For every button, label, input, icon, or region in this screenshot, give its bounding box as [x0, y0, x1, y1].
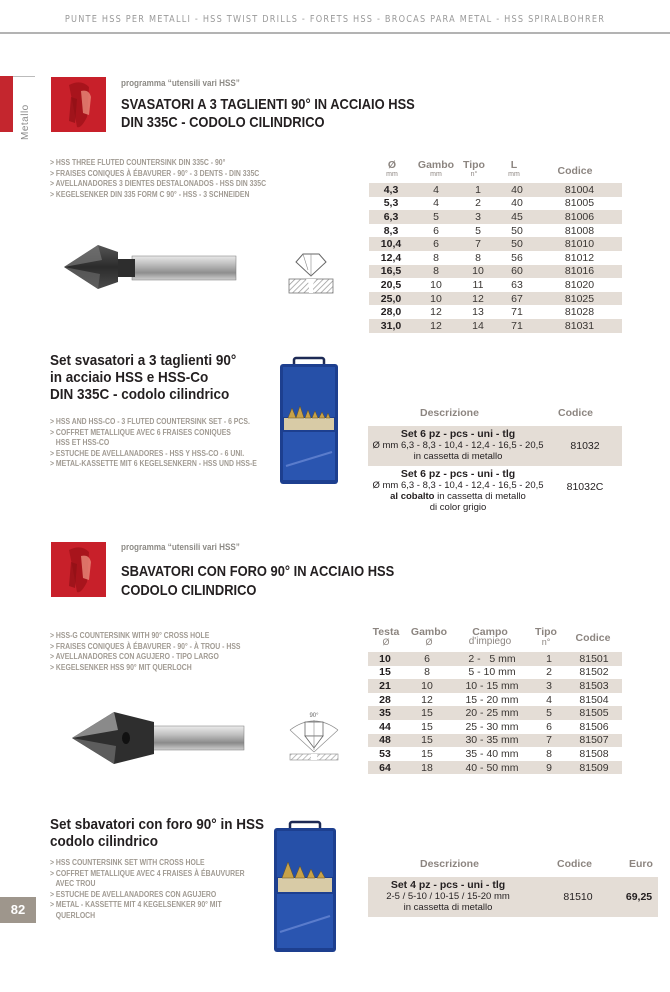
table-cell: 8	[424, 666, 430, 679]
table-row	[368, 720, 622, 734]
table-cell: 81005	[564, 197, 595, 210]
feature-item: > COFFRET METALLIQUE AVEC 4 FRAISES À ÉBAUVURER	[50, 868, 245, 878]
table-cell: 81020	[564, 278, 595, 291]
table-cell: 12	[413, 319, 459, 333]
set-code: 81032C	[566, 481, 604, 493]
table-cell: 44	[379, 720, 391, 733]
column-header: Codice	[557, 165, 593, 177]
feature-item: > METAL-KASSETTE MIT 6 KEGELSENKERN - HSS UND HSS-E	[50, 459, 257, 468]
table-cell: 8	[433, 251, 439, 264]
table-cell: 2 - 5 mm	[452, 652, 532, 666]
table-cell: 3	[532, 679, 566, 693]
table-cell: 81025	[537, 292, 622, 306]
brand-logo	[51, 77, 106, 132]
table-cell: 10	[402, 679, 452, 693]
feature-item: > FRAISES CONIQUES À ÉBAVURER - 90° - 3 DENTS - DIN 335C	[50, 168, 260, 178]
side-tab-rule	[13, 76, 35, 77]
table-cell: 10	[413, 292, 459, 306]
table-cell: 10	[430, 278, 442, 291]
feature-list	[50, 631, 241, 673]
countersink-diagram	[286, 248, 336, 296]
table-cell: 20 - 25 mm	[452, 706, 532, 720]
feature-list	[50, 858, 245, 921]
table-row	[369, 224, 622, 238]
table-cell: 15	[421, 720, 433, 733]
set-title: Set sbavatori con foro 90° in HSS	[50, 816, 264, 833]
table-row	[369, 278, 622, 292]
program-label: programma “utensili vari HSS”	[121, 542, 240, 552]
table-cell: 28,0	[380, 306, 402, 319]
deburring-spec-table	[368, 652, 622, 774]
table-row	[369, 305, 622, 319]
table-row	[368, 652, 622, 666]
table-row	[369, 210, 622, 224]
side-tab-label: Metallo	[20, 104, 31, 140]
table-cell: 4	[546, 693, 552, 706]
column-header: Tipo n°	[463, 159, 485, 178]
table-cell: 81501	[566, 652, 622, 666]
table-cell: 6	[546, 720, 552, 733]
table-cell: 13	[472, 306, 484, 319]
countersink-photo	[60, 240, 240, 292]
table-row	[368, 706, 622, 720]
countersink-set-case-photo	[278, 356, 340, 486]
table-cell: 6,3	[369, 210, 413, 224]
table-cell: 8,3	[383, 224, 399, 237]
set-row	[368, 468, 622, 518]
feature-list	[50, 158, 266, 200]
table-cell: 81508	[579, 747, 609, 760]
table-row	[369, 237, 622, 251]
table-row	[369, 319, 622, 333]
table-cell: 8	[413, 265, 459, 279]
table-cell: 7	[459, 237, 497, 251]
table-cell: 40	[497, 183, 537, 197]
feature-item: > HSS COUNTERSINK SET WITH CROSS HOLE	[50, 858, 205, 867]
table-row	[369, 197, 622, 211]
table-cell: 8	[475, 251, 481, 264]
table-cell: 5 - 10 mm	[468, 666, 516, 679]
table-cell: 20,5	[380, 278, 402, 291]
table-cell: 10	[368, 652, 402, 666]
table-row	[368, 747, 622, 761]
side-tab-marker	[0, 76, 13, 132]
table-row	[368, 679, 622, 693]
table-cell: 4	[433, 197, 439, 210]
feature-item: > METAL - KASSETTE MIT 4 KEGELSENKER 90° MIT	[50, 900, 222, 909]
set-title: Set svasatori a 3 taglienti 90°	[50, 352, 237, 369]
feature-item: HSS ET HSS-CO	[50, 438, 110, 447]
section-title-line2: DIN 335C - CODOLO CILINDRICO	[121, 114, 325, 131]
table-cell: 81028	[564, 306, 595, 319]
table-cell: 50	[511, 224, 523, 237]
table-cell: 67	[497, 292, 537, 306]
table-cell: 50	[497, 237, 537, 251]
set-price: 69,25	[625, 891, 653, 903]
table-row	[368, 761, 622, 775]
table-cell: 1	[532, 652, 566, 666]
table-cell: 71	[511, 306, 523, 319]
table-cell: 64	[368, 761, 402, 775]
set-title-line2: in acciaio HSS e HSS-Co	[50, 369, 209, 386]
table-cell: 71	[497, 319, 537, 333]
table-cell: 40	[511, 197, 523, 210]
table-cell: 18	[402, 761, 452, 775]
table-cell: 2	[475, 197, 481, 210]
header-rule	[0, 32, 670, 34]
set-code: 81032	[570, 440, 600, 452]
table-cell: 10 - 15 mm	[452, 679, 532, 693]
table-cell: 15	[402, 734, 452, 748]
section-title: SBAVATORI CON FORO 90° IN ACCIAIO HSS	[121, 563, 395, 580]
countersink-spec-table	[369, 183, 622, 333]
table-cell: 10,4	[369, 237, 413, 251]
table-cell: 81031	[537, 319, 622, 333]
program-label: programma “utensili vari HSS”	[121, 78, 240, 88]
table-cell: 48	[368, 734, 402, 748]
set-row	[368, 877, 658, 917]
table-cell: 63	[511, 278, 523, 291]
column-header: Testa Ø	[372, 626, 400, 647]
feature-item: > KEGELSENKER HSS 90° MIT QUERLOCH	[50, 662, 192, 672]
feature-item: > HSS THREE FLUTED COUNTERSINK DIN 335C - 90°	[50, 158, 226, 167]
table-row	[369, 265, 622, 279]
deburring-diagram	[286, 708, 342, 764]
feature-item: > ESTUCHE DE AVELLANADORES - HSS Y HSS-CO - 6 UNI.	[50, 448, 245, 458]
column-header-codice: Codice	[558, 407, 594, 419]
feature-item: AVEC TROU	[50, 879, 96, 888]
feature-list	[50, 417, 257, 470]
table-cell: 12	[421, 693, 433, 706]
feature-item: > ESTUCHE DE AVELLANADORES CON AGUJERO	[50, 889, 217, 899]
table-cell: 81502	[579, 666, 609, 679]
running-head: PUNTE HSS PER METALLI - HSS TWIST DRILLS - FORETS HSS - BROCAS PARA METAL - HSS SPIRALBOHRER	[64, 14, 606, 25]
table-cell: 16,5	[369, 265, 413, 279]
table-cell: 81509	[566, 761, 622, 775]
section-title: SVASATORI A 3 TAGLIENTI 90° IN ACCIAIO HSS	[121, 96, 415, 113]
table-cell: 15	[379, 666, 391, 679]
column-header-descrizione: Descrizione	[420, 407, 479, 419]
table-cell: 12	[459, 292, 497, 306]
table-cell: 60	[497, 265, 537, 279]
table-cell: 4,3	[369, 183, 413, 197]
column-header: Codice	[575, 632, 611, 644]
deburring-countersink-photo	[68, 708, 248, 768]
table-cell: 7	[532, 734, 566, 748]
table-cell: 81016	[537, 265, 622, 279]
feature-item: > COFFRET METALLIQUE AVEC 6 FRAISES CONIQUES	[50, 427, 231, 437]
table-cell: 81012	[564, 251, 595, 264]
column-header: L mm	[508, 159, 520, 178]
feature-item: > HSS AND HSS-CO - 3 FLUTED COUNTERSINK SET - 6 PCS.	[50, 417, 250, 426]
table-cell: 21	[368, 679, 402, 693]
feature-item: > HSS-G COUNTERSINK WITH 90° CROSS HOLE	[50, 631, 210, 640]
table-cell: 12	[430, 306, 442, 319]
page-number: 82	[0, 897, 36, 923]
table-cell: 81505	[566, 706, 622, 720]
table-cell: 5,3	[383, 197, 399, 210]
set-description: Set 4 pz - pcs - uni - tlg 2-5 / 5-10 / 10-15 / 15-20 mm in cassetta di metallo	[386, 879, 510, 913]
angle-label: 90°	[309, 713, 319, 719]
set-description: Set 6 pz - pcs - uni - tlg Ø mm 6,3 - 8,3 - 10,4 - 12,4 - 16,5 - 20,5 al cobalto in cassetta di metallo di color grigio	[372, 468, 544, 513]
table-cell: 8	[546, 747, 552, 760]
table-cell: 5	[413, 210, 459, 224]
column-header: Gambo mm	[417, 159, 455, 178]
table-cell: 9	[532, 761, 566, 775]
set-code: 81510	[563, 891, 593, 903]
table-cell: 15	[421, 747, 433, 760]
table-cell: 15	[402, 706, 452, 720]
set-title-line2: codolo cilindrico	[50, 833, 159, 850]
side-tab	[20, 96, 34, 146]
table-cell: 31,0	[369, 319, 413, 333]
table-cell: 2	[546, 666, 552, 679]
feature-item: > FRAISES CONIQUES À ÉBAVURER - 90° - À TROU - HSS	[50, 641, 241, 651]
column-header: Tipo n°	[535, 626, 557, 647]
column-header-descrizione: Descrizione	[420, 858, 479, 870]
column-header-euro: Euro	[629, 858, 653, 870]
table-cell: 5	[475, 224, 481, 237]
table-row	[369, 292, 622, 306]
feature-item: > AVELLANADORES 3 DIENTES DESTALONADOS - HSS DIN 335C	[50, 179, 267, 188]
set-description: Set 6 pz - pcs - uni - tlg Ø mm 6,3 - 8,3 - 10,4 - 12,4 - 16,5 - 20,5 in cassetta di metallo	[372, 428, 544, 462]
table-cell: 81006	[537, 210, 622, 224]
table-cell: 81010	[537, 237, 622, 251]
table-cell: 45	[497, 210, 537, 224]
drill-bits-logo-icon	[51, 77, 106, 132]
table-cell: 28	[379, 693, 391, 706]
deburring-set-case-photo	[272, 820, 338, 954]
drill-bits-logo-icon	[51, 542, 106, 597]
table-cell: 1	[459, 183, 497, 197]
table-cell: 81008	[564, 224, 595, 237]
table-row	[369, 183, 622, 197]
column-header-codice: Codice	[557, 858, 593, 870]
brand-logo	[51, 542, 106, 597]
table-cell: 30 - 35 mm	[452, 734, 532, 748]
table-cell: 56	[511, 251, 523, 264]
column-header: Campo d'impiego	[468, 626, 512, 647]
table-cell: 15 - 20 mm	[465, 693, 519, 706]
table-cell: 25,0	[369, 292, 413, 306]
table-row	[368, 666, 622, 680]
table-cell: 53	[379, 747, 391, 760]
table-cell: 6	[433, 224, 439, 237]
table-cell: 3	[459, 210, 497, 224]
table-row	[368, 734, 622, 748]
table-cell: 6	[402, 652, 452, 666]
table-cell: 5	[532, 706, 566, 720]
table-cell: 40 - 50 mm	[452, 761, 532, 775]
set-title-line3: DIN 335C - codolo cilindrico	[50, 386, 230, 403]
table-row	[369, 251, 622, 265]
column-header: Ø mm	[386, 159, 398, 178]
feature-item: > AVELLANADORES CON AGUJERO - TIPO LARGO	[50, 652, 219, 661]
table-cell: 12,4	[380, 251, 402, 264]
table-cell: 25 - 30 mm	[465, 720, 519, 733]
table-row	[368, 693, 622, 707]
table-cell: 81503	[566, 679, 622, 693]
section-title-line2: CODOLO CILINDRICO	[121, 582, 257, 599]
table-cell: 81507	[566, 734, 622, 748]
feature-item: QUERLOCH	[50, 910, 96, 920]
table-cell: 6	[413, 237, 459, 251]
table-cell: 81504	[579, 693, 609, 706]
table-cell: 35	[368, 706, 402, 720]
feature-item: > KEGELSENKER DIN 335 FORM C 90° - HSS - 3 SCHNEIDEN	[50, 189, 250, 199]
table-cell: 35 - 40 mm	[465, 747, 519, 760]
set-row	[368, 426, 622, 466]
table-cell: 10	[459, 265, 497, 279]
table-cell: 11	[472, 278, 484, 291]
table-cell: 14	[459, 319, 497, 333]
table-cell: 4	[413, 183, 459, 197]
table-cell: 81506	[579, 720, 609, 733]
column-header: Gambo Ø	[410, 626, 448, 647]
table-cell: 81004	[537, 183, 622, 197]
